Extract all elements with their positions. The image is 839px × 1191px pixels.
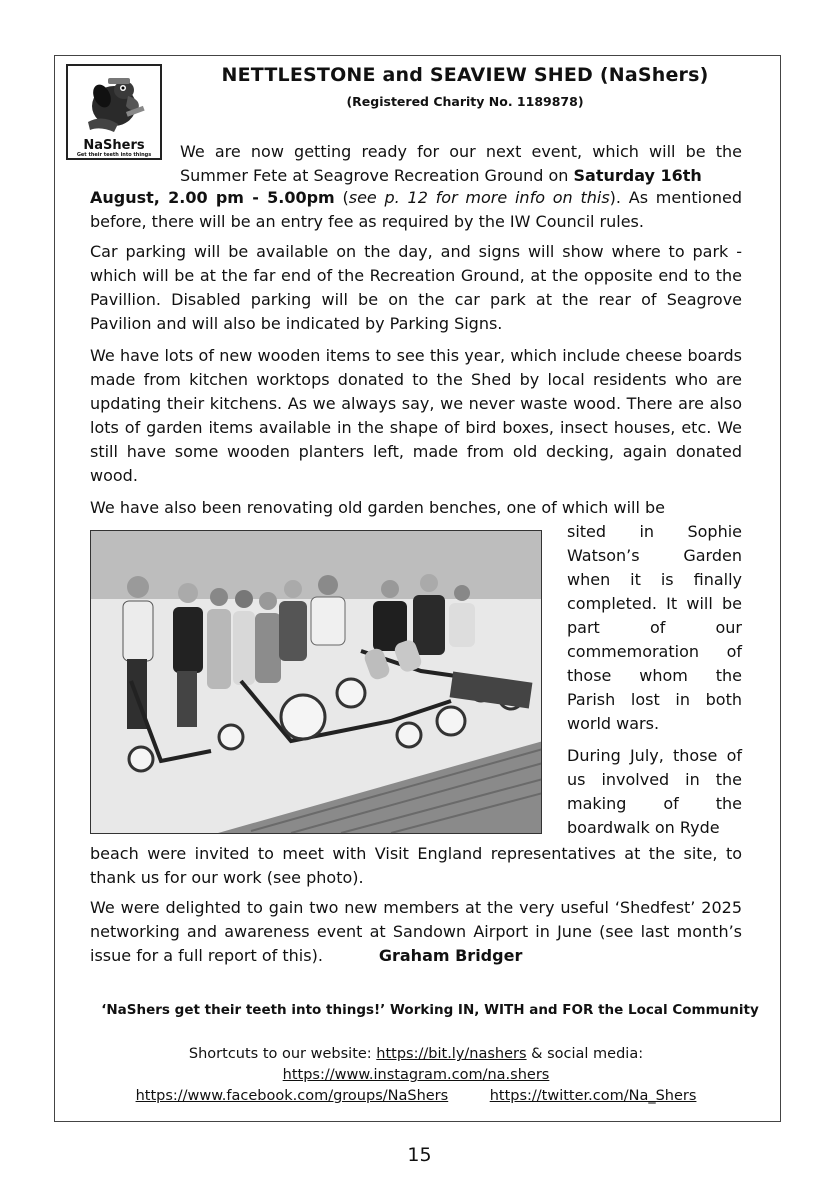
nashers-logo [66,64,162,160]
instagram-link[interactable]: https://www.instagram.com/na.shers [282,1067,550,1083]
para1-line1: We are now getting ready for our next event, which will be the [180,142,742,161]
para1-line2a: Summer Fete at Seagrove Recreation Ground on [180,166,574,185]
page-number: 15 [407,1144,432,1166]
shortcuts-line2 [90,1065,742,1086]
para1-open: ( [334,188,349,207]
tagline: ‘NaShers get their teeth into things!’ Working IN, WITH and FOR the Local Community [101,1002,759,1018]
paragraph-6-shedfest [90,896,742,968]
paragraph-4-benches: We have also been renovating old garden benches, one of which will be [90,498,666,517]
logo-tagline: Get their teeth into things [76,152,152,158]
article-title: NETTLESTONE and SEAVIEW SHED (NaShers) [221,64,709,86]
paragraph-5-rest: beach were invited to meet with Visit England representatives at the site, to thank us for our work (see photo). [90,844,742,887]
shortcuts-block [90,1044,742,1107]
paragraph-3-wooden-items: We have lots of new wooden items to see this year, which include cheese boards made from kitchen worktops donated to the Shed by local residents who are updating their kitchens. As we always say, we never waste wood. There are also lots of garden items available in the shape of bird boxes, insect houses, etc. We still have some wooden planters left, made from old decking, again donated wood. [90,346,742,485]
facebook-link[interactable]: https://www.facebook.com/groups/NaShers [135,1088,449,1104]
website-link[interactable]: https://bit.ly/nashers [376,1046,527,1062]
shortcuts-line1 [90,1044,742,1065]
event-time: August, 2.00 pm - 5.00pm [90,188,335,207]
paragraph-1-intro [180,140,742,188]
shortcuts-line3 [90,1086,742,1107]
event-date: Saturday 16th [573,166,702,185]
author-signature: Graham Bridger [378,946,523,965]
para1-end: ). As mentioned before, there will be an entry fee as required by the IW Council rules. [90,188,743,231]
para6-text: We were delighted to gain two new members at the very useful ‘Shedfest’ 2025 networking and awareness event at Sandown Airport in June (see last month’s issue for a full report of this). [90,898,742,965]
shortcuts-prefix: Shortcuts to our website: [188,1046,377,1062]
paragraph-4-side-text: sited in Sophie Watson’s Garden when it is finally completed. It will be part of our commemoration of those whom the Parish lost in both world wars. [567,522,742,733]
shortcuts-middle: & social media: [526,1046,644,1062]
boardwalk-group-photo [90,530,542,834]
logo-wordmark: NaShers [83,138,145,153]
paragraph-2-parking: Car parking will be available on the day, and signs will show where to park - which will be at the far end of the Recreation Ground, at the opposite end to the Pavillion. Disabled parking will be on the car park at the rear of Seagrove Pavilion and will also be indicated by Parking Signs. [90,242,742,333]
paragraph-5-side-text: During July, those of us involved in the making of the boardwalk on Ryde [567,746,742,837]
charity-number: (Registered Charity No. 1189878) [346,94,584,109]
paragraph-1-rest [90,186,742,234]
page-reference: see p. 12 for more info on this [348,188,610,207]
twitter-link[interactable]: https://twitter.com/Na_Shers [489,1088,697,1104]
